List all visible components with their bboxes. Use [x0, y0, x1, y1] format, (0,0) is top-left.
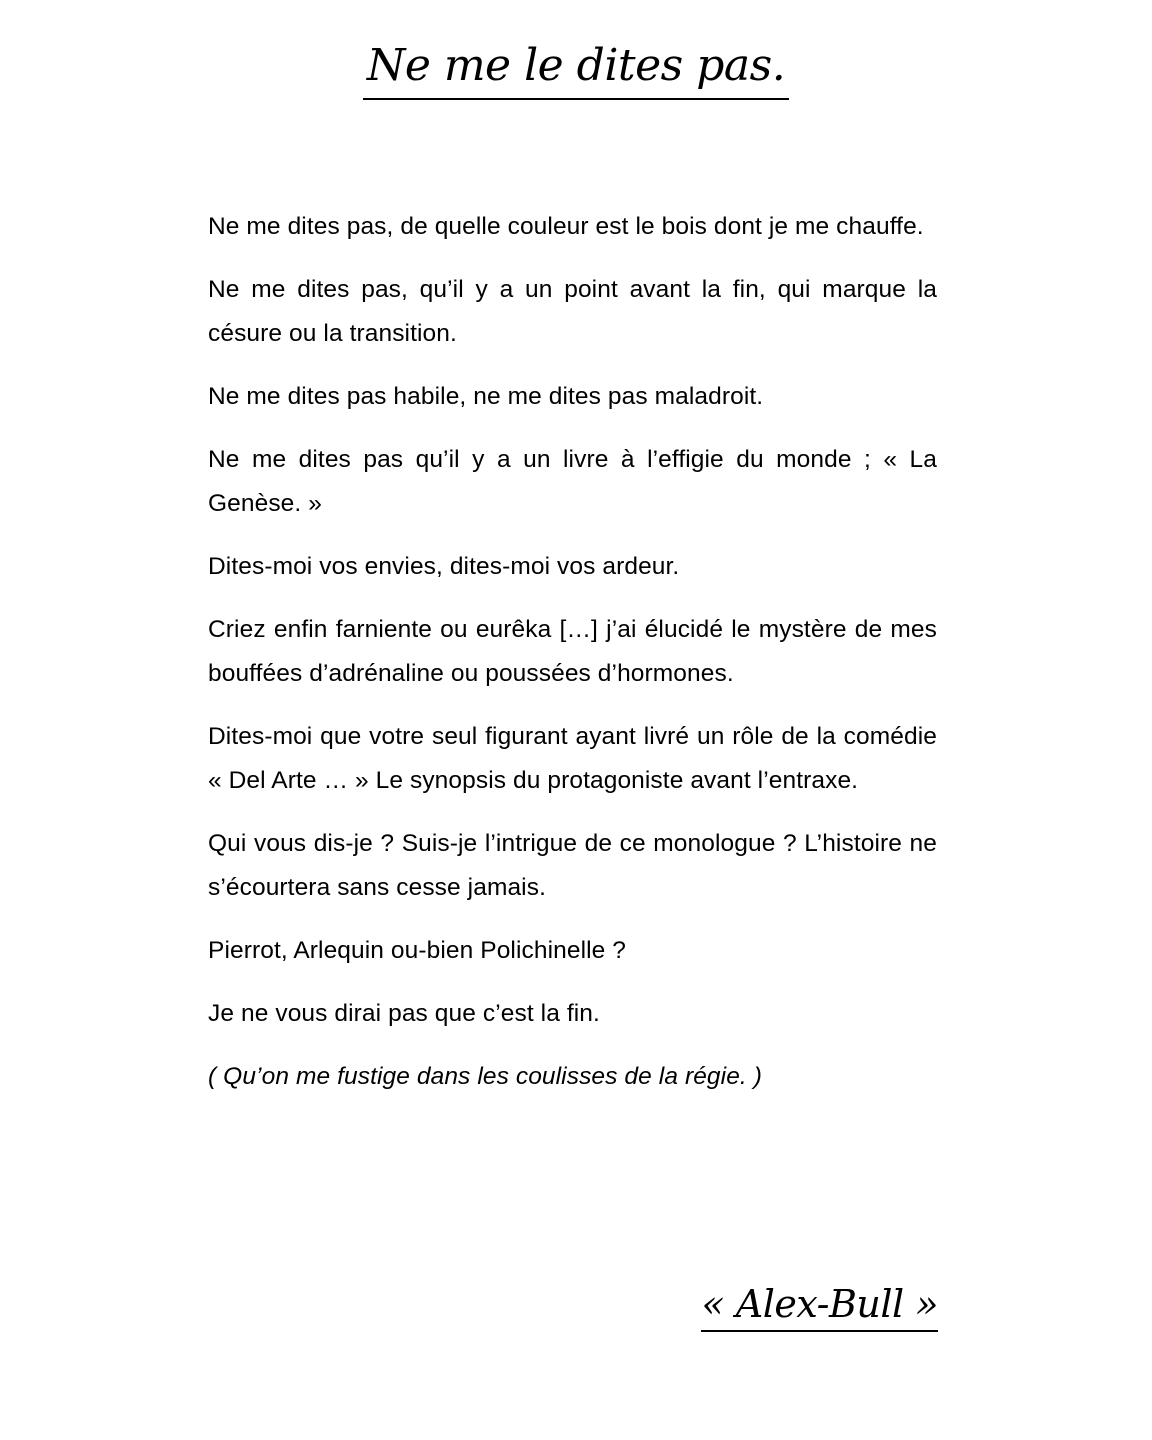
author-signature: « Alex-Bull » [701, 1281, 938, 1332]
closing-stage-note: ( Qu’on me fustige dans les coulisses de la régie. ) [208, 1063, 762, 1090]
paragraph-9: Pierrot, Arlequin ou-bien Polichinelle ? [208, 937, 627, 964]
poem-title-container [0, 38, 1152, 100]
paragraph-4: Ne me dites pas qu’il y a un livre à l’effigie du monde ; « La Genèse. » [208, 446, 937, 517]
paragraph-5: Dites-moi vos envies, dites-moi vos ardeur. [208, 553, 680, 580]
paragraph-10: Je ne vous dirai pas que c’est la fin. [208, 1000, 600, 1027]
paragraph-8: Qui vous dis-je ? Suis-je l’intrigue de ce monologue ? L’histoire ne s’écourtera sans cesse jamais. [208, 830, 937, 901]
paragraph-3: Ne me dites pas habile, ne me dites pas maladroit. [208, 383, 764, 410]
paragraph-6: Criez enfin farniente ou eurêka […] j’ai élucidé le mystère de mes bouffées d’adrénaline ou poussées d’hormones. [208, 616, 937, 687]
poem-body [208, 205, 937, 1118]
paragraph-7: Dites-moi que votre seul figurant ayant livré un rôle de la comédie « Del Arte … » Le synopsis du protagoniste avant l’entraxe. [208, 723, 937, 794]
paragraph-2: Ne me dites pas, qu’il y a un point avant la fin, qui marque la césure ou la transition. [208, 276, 937, 347]
poem-title: Ne me le dites pas. [363, 38, 789, 100]
paragraph-1: Ne me dites pas, de quelle couleur est le bois dont je me chauffe. [208, 213, 924, 240]
